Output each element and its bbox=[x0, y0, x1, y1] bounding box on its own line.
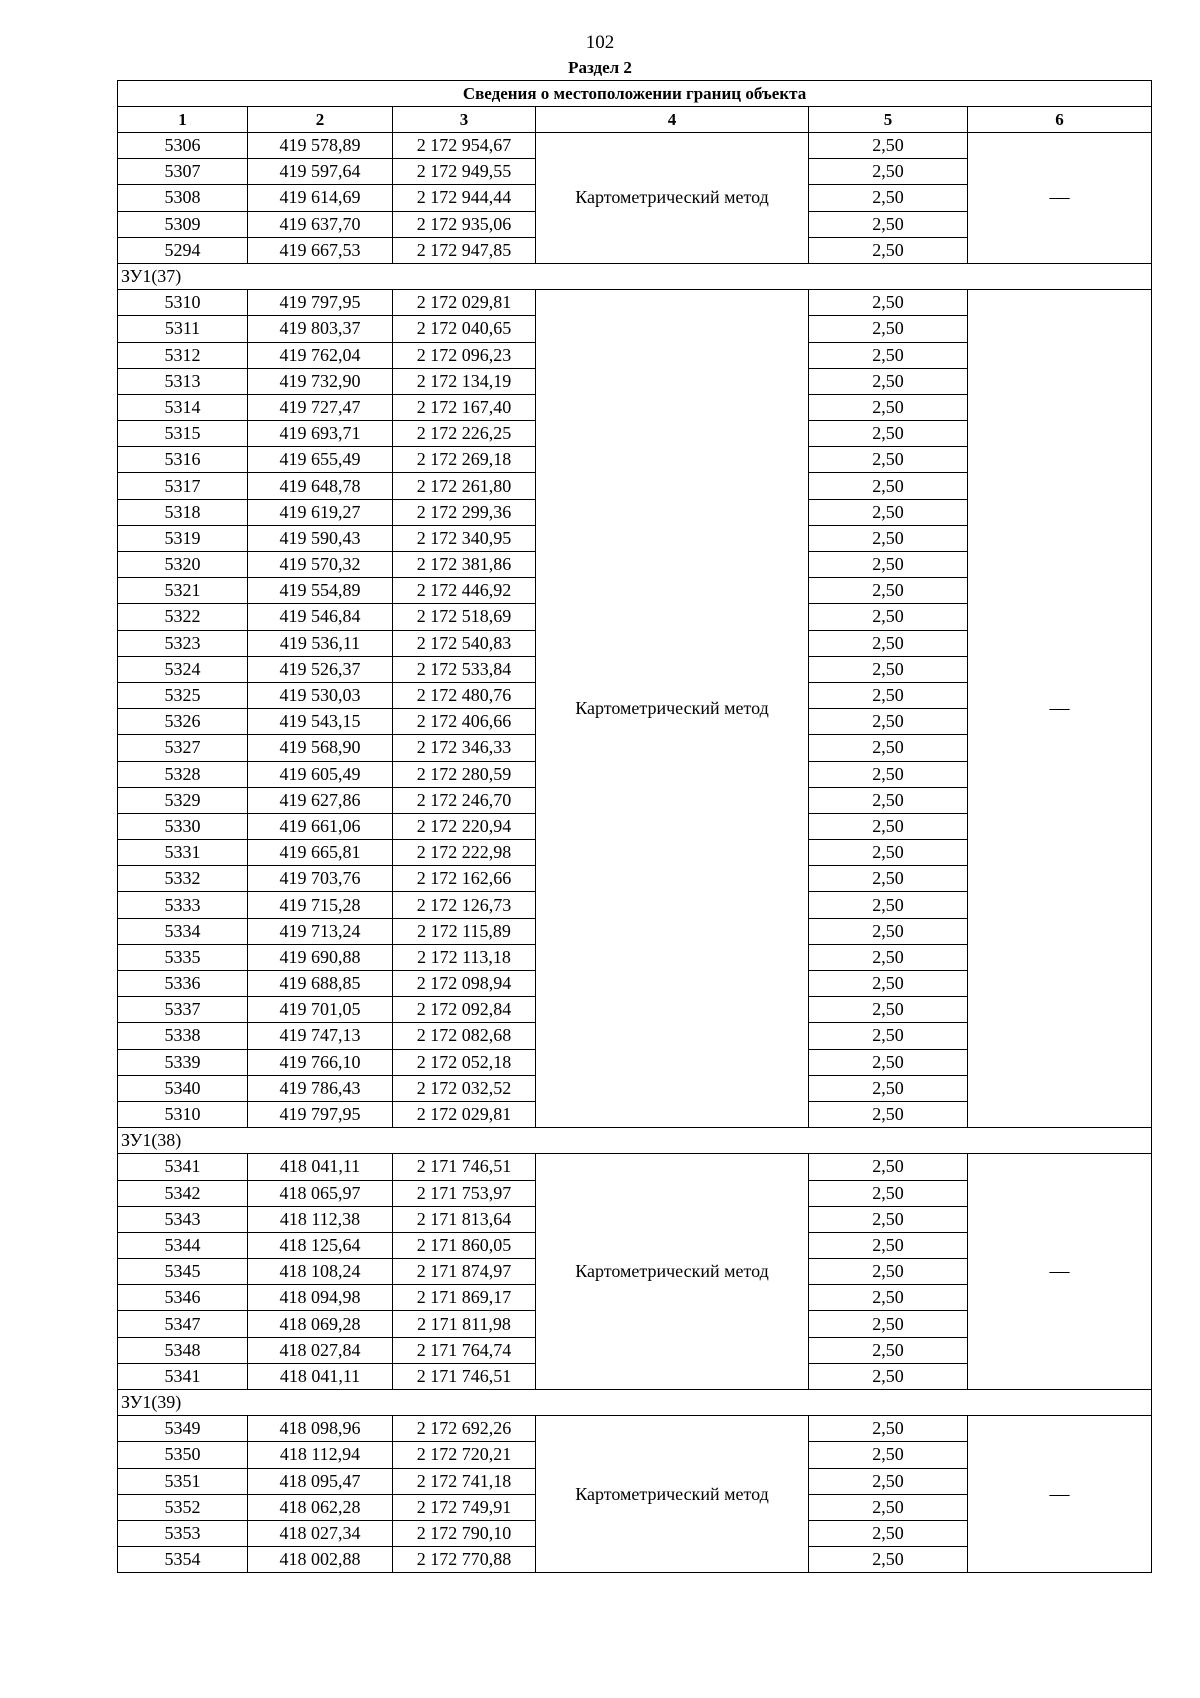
y-coordinate-cell: 2 172 246,70 bbox=[393, 787, 536, 813]
x-coordinate-cell: 418 062,28 bbox=[248, 1494, 393, 1520]
point-number-cell: 5309 bbox=[118, 211, 248, 237]
point-number-cell: 5331 bbox=[118, 840, 248, 866]
x-coordinate-cell: 419 690,88 bbox=[248, 944, 393, 970]
accuracy-cell: 2,50 bbox=[809, 1023, 968, 1049]
x-coordinate-cell: 418 027,84 bbox=[248, 1337, 393, 1363]
point-number-cell: 5342 bbox=[118, 1180, 248, 1206]
point-number-cell: 5314 bbox=[118, 394, 248, 420]
y-coordinate-cell: 2 171 753,97 bbox=[393, 1180, 536, 1206]
accuracy-cell: 2,50 bbox=[809, 892, 968, 918]
x-coordinate-cell: 419 578,89 bbox=[248, 133, 393, 159]
point-number-cell: 5311 bbox=[118, 316, 248, 342]
y-coordinate-cell: 2 172 406,66 bbox=[393, 709, 536, 735]
accuracy-cell: 2,50 bbox=[809, 1206, 968, 1232]
y-coordinate-cell: 2 172 741,18 bbox=[393, 1468, 536, 1494]
point-number-cell: 5307 bbox=[118, 159, 248, 185]
x-coordinate-cell: 418 095,47 bbox=[248, 1468, 393, 1494]
y-coordinate-cell: 2 172 052,18 bbox=[393, 1049, 536, 1075]
column-6-cell: — bbox=[968, 290, 1152, 1128]
y-coordinate-cell: 2 171 746,51 bbox=[393, 1363, 536, 1389]
x-coordinate-cell: 418 041,11 bbox=[248, 1154, 393, 1180]
point-number-cell: 5318 bbox=[118, 499, 248, 525]
point-number-cell: 5345 bbox=[118, 1259, 248, 1285]
accuracy-cell: 2,50 bbox=[809, 656, 968, 682]
accuracy-cell: 2,50 bbox=[809, 552, 968, 578]
accuracy-cell: 2,50 bbox=[809, 761, 968, 787]
x-coordinate-cell: 419 661,06 bbox=[248, 813, 393, 839]
x-coordinate-cell: 419 530,03 bbox=[248, 682, 393, 708]
x-coordinate-cell: 419 536,11 bbox=[248, 630, 393, 656]
y-coordinate-cell: 2 172 126,73 bbox=[393, 892, 536, 918]
point-number-cell: 5332 bbox=[118, 866, 248, 892]
accuracy-cell: 2,50 bbox=[809, 1154, 968, 1180]
accuracy-cell: 2,50 bbox=[809, 368, 968, 394]
point-number-cell: 5328 bbox=[118, 761, 248, 787]
accuracy-cell: 2,50 bbox=[809, 682, 968, 708]
point-number-cell: 5312 bbox=[118, 342, 248, 368]
accuracy-cell: 2,50 bbox=[809, 316, 968, 342]
accuracy-cell: 2,50 bbox=[809, 1285, 968, 1311]
accuracy-cell: 2,50 bbox=[809, 1547, 968, 1573]
y-coordinate-cell: 2 172 954,67 bbox=[393, 133, 536, 159]
y-coordinate-cell: 2 172 947,85 bbox=[393, 237, 536, 263]
point-number-cell: 5340 bbox=[118, 1075, 248, 1101]
y-coordinate-cell: 2 172 540,83 bbox=[393, 630, 536, 656]
group-label: ЗУ1(37) bbox=[118, 263, 1152, 289]
point-number-cell: 5354 bbox=[118, 1547, 248, 1573]
x-coordinate-cell: 419 715,28 bbox=[248, 892, 393, 918]
y-coordinate-cell: 2 172 381,86 bbox=[393, 552, 536, 578]
accuracy-cell: 2,50 bbox=[809, 1416, 968, 1442]
x-coordinate-cell: 419 543,15 bbox=[248, 709, 393, 735]
point-number-cell: 5351 bbox=[118, 1468, 248, 1494]
accuracy-cell: 2,50 bbox=[809, 813, 968, 839]
accuracy-cell: 2,50 bbox=[809, 787, 968, 813]
point-number-cell: 5352 bbox=[118, 1494, 248, 1520]
column-6-cell: — bbox=[968, 1416, 1152, 1573]
y-coordinate-cell: 2 172 340,95 bbox=[393, 525, 536, 551]
column-number: 6 bbox=[968, 107, 1152, 133]
table-row bbox=[118, 133, 1152, 159]
y-coordinate-cell: 2 172 029,81 bbox=[393, 1101, 536, 1127]
x-coordinate-cell: 419 648,78 bbox=[248, 473, 393, 499]
accuracy-cell: 2,50 bbox=[809, 1259, 968, 1285]
accuracy-cell: 2,50 bbox=[809, 709, 968, 735]
point-number-cell: 5329 bbox=[118, 787, 248, 813]
accuracy-cell: 2,50 bbox=[809, 1180, 968, 1206]
y-coordinate-cell: 2 172 949,55 bbox=[393, 159, 536, 185]
y-coordinate-cell: 2 172 134,19 bbox=[393, 368, 536, 394]
accuracy-cell: 2,50 bbox=[809, 185, 968, 211]
y-coordinate-cell: 2 171 764,74 bbox=[393, 1337, 536, 1363]
x-coordinate-cell: 418 112,38 bbox=[248, 1206, 393, 1232]
y-coordinate-cell: 2 172 162,66 bbox=[393, 866, 536, 892]
x-coordinate-cell: 419 797,95 bbox=[248, 1101, 393, 1127]
column-6-cell: — bbox=[968, 133, 1152, 264]
group-header-row bbox=[118, 1390, 1152, 1416]
y-coordinate-cell: 2 172 040,65 bbox=[393, 316, 536, 342]
point-number-cell: 5313 bbox=[118, 368, 248, 394]
x-coordinate-cell: 419 627,86 bbox=[248, 787, 393, 813]
method-cell: Картометрический метод bbox=[536, 133, 809, 264]
y-coordinate-cell: 2 172 749,91 bbox=[393, 1494, 536, 1520]
y-coordinate-cell: 2 172 299,36 bbox=[393, 499, 536, 525]
point-number-cell: 5338 bbox=[118, 1023, 248, 1049]
group-header-row bbox=[118, 263, 1152, 289]
group-label: ЗУ1(38) bbox=[118, 1128, 1152, 1154]
point-number-cell: 5310 bbox=[118, 1101, 248, 1127]
accuracy-cell: 2,50 bbox=[809, 133, 968, 159]
point-number-cell: 5344 bbox=[118, 1232, 248, 1258]
accuracy-cell: 2,50 bbox=[809, 237, 968, 263]
x-coordinate-cell: 419 570,32 bbox=[248, 552, 393, 578]
y-coordinate-cell: 2 172 113,18 bbox=[393, 944, 536, 970]
column-number: 1 bbox=[118, 107, 248, 133]
table-caption: Сведения о местоположении границ объекта bbox=[118, 81, 1152, 107]
accuracy-cell: 2,50 bbox=[809, 1075, 968, 1101]
x-coordinate-cell: 418 027,34 bbox=[248, 1520, 393, 1546]
accuracy-cell: 2,50 bbox=[809, 971, 968, 997]
point-number-cell: 5341 bbox=[118, 1363, 248, 1389]
y-coordinate-cell: 2 172 261,80 bbox=[393, 473, 536, 499]
x-coordinate-cell: 419 727,47 bbox=[248, 394, 393, 420]
y-coordinate-cell: 2 171 860,05 bbox=[393, 1232, 536, 1258]
y-coordinate-cell: 2 172 944,44 bbox=[393, 185, 536, 211]
accuracy-cell: 2,50 bbox=[809, 211, 968, 237]
table-row bbox=[118, 1154, 1152, 1180]
point-number-cell: 5316 bbox=[118, 447, 248, 473]
accuracy-cell: 2,50 bbox=[809, 1442, 968, 1468]
accuracy-cell: 2,50 bbox=[809, 394, 968, 420]
accuracy-cell: 2,50 bbox=[809, 918, 968, 944]
point-number-cell: 5343 bbox=[118, 1206, 248, 1232]
x-coordinate-cell: 419 766,10 bbox=[248, 1049, 393, 1075]
accuracy-cell: 2,50 bbox=[809, 421, 968, 447]
accuracy-cell: 2,50 bbox=[809, 630, 968, 656]
point-number-cell: 5319 bbox=[118, 525, 248, 551]
x-coordinate-cell: 419 693,71 bbox=[248, 421, 393, 447]
x-coordinate-cell: 419 797,95 bbox=[248, 290, 393, 316]
y-coordinate-cell: 2 171 869,17 bbox=[393, 1285, 536, 1311]
x-coordinate-cell: 419 590,43 bbox=[248, 525, 393, 551]
accuracy-cell: 2,50 bbox=[809, 1232, 968, 1258]
point-number-cell: 5330 bbox=[118, 813, 248, 839]
x-coordinate-cell: 418 098,96 bbox=[248, 1416, 393, 1442]
accuracy-cell: 2,50 bbox=[809, 342, 968, 368]
y-coordinate-cell: 2 172 098,94 bbox=[393, 971, 536, 997]
point-number-cell: 5323 bbox=[118, 630, 248, 656]
y-coordinate-cell: 2 172 096,23 bbox=[393, 342, 536, 368]
y-coordinate-cell: 2 172 280,59 bbox=[393, 761, 536, 787]
y-coordinate-cell: 2 172 029,81 bbox=[393, 290, 536, 316]
x-coordinate-cell: 419 619,27 bbox=[248, 499, 393, 525]
y-coordinate-cell: 2 172 346,33 bbox=[393, 735, 536, 761]
x-coordinate-cell: 419 747,13 bbox=[248, 1023, 393, 1049]
y-coordinate-cell: 2 172 226,25 bbox=[393, 421, 536, 447]
method-cell: Картометрический метод bbox=[536, 290, 809, 1128]
x-coordinate-cell: 419 701,05 bbox=[248, 997, 393, 1023]
x-coordinate-cell: 419 667,53 bbox=[248, 237, 393, 263]
page-number: 102 bbox=[585, 32, 615, 53]
point-number-cell: 5334 bbox=[118, 918, 248, 944]
point-number-cell: 5333 bbox=[118, 892, 248, 918]
point-number-cell: 5337 bbox=[118, 997, 248, 1023]
accuracy-cell: 2,50 bbox=[809, 1363, 968, 1389]
point-number-cell: 5308 bbox=[118, 185, 248, 211]
point-number-cell: 5326 bbox=[118, 709, 248, 735]
point-number-cell: 5317 bbox=[118, 473, 248, 499]
accuracy-cell: 2,50 bbox=[809, 866, 968, 892]
accuracy-cell: 2,50 bbox=[809, 159, 968, 185]
y-coordinate-cell: 2 171 813,64 bbox=[393, 1206, 536, 1232]
x-coordinate-cell: 419 655,49 bbox=[248, 447, 393, 473]
accuracy-cell: 2,50 bbox=[809, 525, 968, 551]
column-number: 5 bbox=[809, 107, 968, 133]
point-number-cell: 5353 bbox=[118, 1520, 248, 1546]
accuracy-cell: 2,50 bbox=[809, 1494, 968, 1520]
point-number-cell: 5347 bbox=[118, 1311, 248, 1337]
point-number-cell: 5341 bbox=[118, 1154, 248, 1180]
point-number-cell: 5315 bbox=[118, 421, 248, 447]
y-coordinate-cell: 2 172 692,26 bbox=[393, 1416, 536, 1442]
x-coordinate-cell: 418 108,24 bbox=[248, 1259, 393, 1285]
accuracy-cell: 2,50 bbox=[809, 290, 968, 316]
x-coordinate-cell: 418 041,11 bbox=[248, 1363, 393, 1389]
table-row bbox=[118, 1416, 1152, 1442]
accuracy-cell: 2,50 bbox=[809, 447, 968, 473]
column-6-cell: — bbox=[968, 1154, 1152, 1390]
x-coordinate-cell: 418 002,88 bbox=[248, 1547, 393, 1573]
accuracy-cell: 2,50 bbox=[809, 735, 968, 761]
point-number-cell: 5324 bbox=[118, 656, 248, 682]
y-coordinate-cell: 2 172 518,69 bbox=[393, 604, 536, 630]
accuracy-cell: 2,50 bbox=[809, 473, 968, 499]
x-coordinate-cell: 419 526,37 bbox=[248, 656, 393, 682]
point-number-cell: 5336 bbox=[118, 971, 248, 997]
column-number: 2 bbox=[248, 107, 393, 133]
point-number-cell: 5325 bbox=[118, 682, 248, 708]
x-coordinate-cell: 419 546,84 bbox=[248, 604, 393, 630]
y-coordinate-cell: 2 172 720,21 bbox=[393, 1442, 536, 1468]
x-coordinate-cell: 419 762,04 bbox=[248, 342, 393, 368]
x-coordinate-cell: 419 786,43 bbox=[248, 1075, 393, 1101]
y-coordinate-cell: 2 172 082,68 bbox=[393, 1023, 536, 1049]
x-coordinate-cell: 419 597,64 bbox=[248, 159, 393, 185]
point-number-cell: 5346 bbox=[118, 1285, 248, 1311]
y-coordinate-cell: 2 172 269,18 bbox=[393, 447, 536, 473]
y-coordinate-cell: 2 172 115,89 bbox=[393, 918, 536, 944]
point-number-cell: 5349 bbox=[118, 1416, 248, 1442]
column-number: 4 bbox=[536, 107, 809, 133]
y-coordinate-cell: 2 172 790,10 bbox=[393, 1520, 536, 1546]
table-row bbox=[118, 290, 1152, 316]
point-number-cell: 5348 bbox=[118, 1337, 248, 1363]
y-coordinate-cell: 2 172 092,84 bbox=[393, 997, 536, 1023]
point-number-cell: 5320 bbox=[118, 552, 248, 578]
point-number-cell: 5306 bbox=[118, 133, 248, 159]
x-coordinate-cell: 418 065,97 bbox=[248, 1180, 393, 1206]
group-header-row bbox=[118, 1128, 1152, 1154]
point-number-cell: 5294 bbox=[118, 237, 248, 263]
point-number-cell: 5350 bbox=[118, 1442, 248, 1468]
column-number-row bbox=[118, 107, 1152, 133]
y-coordinate-cell: 2 172 480,76 bbox=[393, 682, 536, 708]
x-coordinate-cell: 419 688,85 bbox=[248, 971, 393, 997]
x-coordinate-cell: 419 713,24 bbox=[248, 918, 393, 944]
point-number-cell: 5335 bbox=[118, 944, 248, 970]
accuracy-cell: 2,50 bbox=[809, 1311, 968, 1337]
method-cell: Картометрический метод bbox=[536, 1154, 809, 1390]
point-number-cell: 5339 bbox=[118, 1049, 248, 1075]
accuracy-cell: 2,50 bbox=[809, 944, 968, 970]
x-coordinate-cell: 418 069,28 bbox=[248, 1311, 393, 1337]
x-coordinate-cell: 419 614,69 bbox=[248, 185, 393, 211]
point-number-cell: 5321 bbox=[118, 578, 248, 604]
y-coordinate-cell: 2 172 222,98 bbox=[393, 840, 536, 866]
accuracy-cell: 2,50 bbox=[809, 1101, 968, 1127]
y-coordinate-cell: 2 171 746,51 bbox=[393, 1154, 536, 1180]
accuracy-cell: 2,50 bbox=[809, 840, 968, 866]
accuracy-cell: 2,50 bbox=[809, 1337, 968, 1363]
table-body bbox=[118, 133, 1152, 1573]
x-coordinate-cell: 418 094,98 bbox=[248, 1285, 393, 1311]
x-coordinate-cell: 419 554,89 bbox=[248, 578, 393, 604]
point-number-cell: 5322 bbox=[118, 604, 248, 630]
accuracy-cell: 2,50 bbox=[809, 1468, 968, 1494]
accuracy-cell: 2,50 bbox=[809, 1049, 968, 1075]
point-number-cell: 5327 bbox=[118, 735, 248, 761]
accuracy-cell: 2,50 bbox=[809, 578, 968, 604]
boundary-coordinates-table bbox=[117, 80, 1152, 1573]
accuracy-cell: 2,50 bbox=[809, 604, 968, 630]
x-coordinate-cell: 419 803,37 bbox=[248, 316, 393, 342]
y-coordinate-cell: 2 172 220,94 bbox=[393, 813, 536, 839]
x-coordinate-cell: 419 732,90 bbox=[248, 368, 393, 394]
point-number-cell: 5310 bbox=[118, 290, 248, 316]
y-coordinate-cell: 2 172 770,88 bbox=[393, 1547, 536, 1573]
y-coordinate-cell: 2 172 167,40 bbox=[393, 394, 536, 420]
accuracy-cell: 2,50 bbox=[809, 1520, 968, 1546]
accuracy-cell: 2,50 bbox=[809, 499, 968, 525]
y-coordinate-cell: 2 172 446,92 bbox=[393, 578, 536, 604]
y-coordinate-cell: 2 172 032,52 bbox=[393, 1075, 536, 1101]
x-coordinate-cell: 419 605,49 bbox=[248, 761, 393, 787]
method-cell: Картометрический метод bbox=[536, 1416, 809, 1573]
column-number: 3 bbox=[393, 107, 536, 133]
x-coordinate-cell: 419 665,81 bbox=[248, 840, 393, 866]
x-coordinate-cell: 419 637,70 bbox=[248, 211, 393, 237]
x-coordinate-cell: 418 125,64 bbox=[248, 1232, 393, 1258]
group-label: ЗУ1(39) bbox=[118, 1390, 1152, 1416]
section-title: Раздел 2 bbox=[568, 58, 632, 77]
y-coordinate-cell: 2 172 533,84 bbox=[393, 656, 536, 682]
y-coordinate-cell: 2 171 874,97 bbox=[393, 1259, 536, 1285]
x-coordinate-cell: 419 703,76 bbox=[248, 866, 393, 892]
x-coordinate-cell: 418 112,94 bbox=[248, 1442, 393, 1468]
y-coordinate-cell: 2 172 935,06 bbox=[393, 211, 536, 237]
y-coordinate-cell: 2 171 811,98 bbox=[393, 1311, 536, 1337]
x-coordinate-cell: 419 568,90 bbox=[248, 735, 393, 761]
accuracy-cell: 2,50 bbox=[809, 997, 968, 1023]
